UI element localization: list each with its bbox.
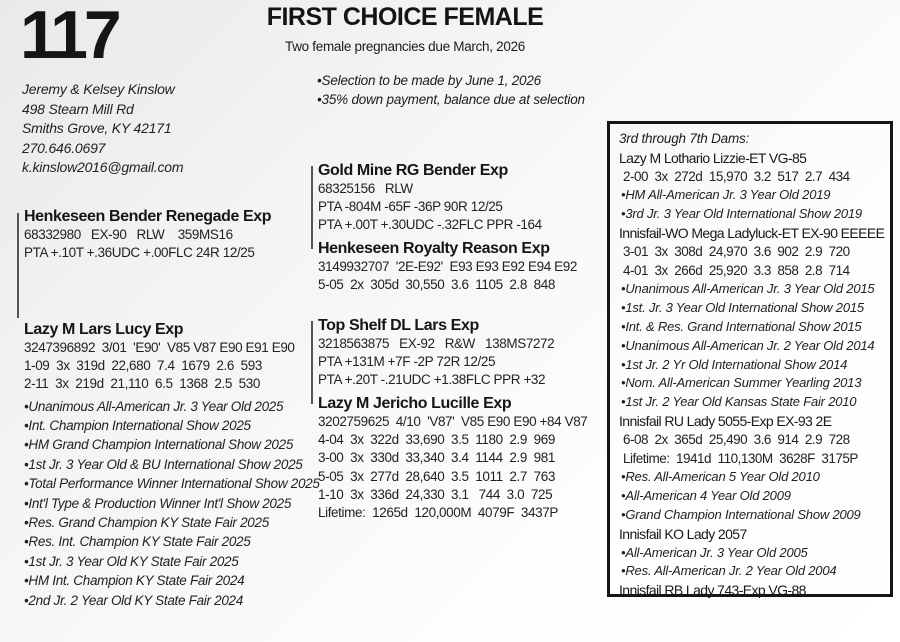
animal-name: Lazy M Lars Lucy Exp — [24, 321, 184, 338]
lifetime-record: Lifetime: 1265d 120,000M 4079F 3437P — [318, 505, 558, 521]
registration-line: 68332980 EX-90 RLW 359MS16 — [24, 227, 233, 242]
pedigree-block-sire — [24, 207, 271, 262]
award-item: •All-American 4 Year Old 2009 — [621, 488, 791, 504]
award-item: •Res. All-American Jr. 2 Year Old 2004 — [621, 563, 837, 579]
consignor-contact — [22, 80, 183, 178]
page-subtitle: Two female pregnancies due March, 2026 — [285, 39, 525, 54]
award-item: •Unanimous All-American Jr. 3 Year Old 2015 — [621, 281, 875, 297]
consignor-street: 498 Stearn Mill Rd — [22, 100, 134, 117]
sale-term: •35% down payment, balance due at selection — [317, 92, 585, 107]
production-record: 2-00 3x 272d 15,970 3.2 517 2.7 434 — [623, 168, 850, 184]
pedigree-block-dam — [24, 320, 320, 610]
award-item: •Unanimous All-American Jr. 2 Year Old 2014 — [621, 337, 875, 353]
production-record: 6-08 2x 365d 25,490 3.6 914 2.9 728 — [623, 431, 850, 447]
pta-line: PTA +.20T -.21UDC +1.38FLC PPR +32 — [318, 372, 546, 388]
pedigree-block — [318, 161, 542, 235]
production-record: 3-01 3x 308d 24,970 3.6 902 2.9 720 — [623, 243, 850, 259]
award-item: •1st Jr. 3 Year Old & BU International Show 2025 — [24, 456, 303, 472]
registration-line: 3202759625 4/10 'V87' V85 E90 E90 +84 V87 — [318, 414, 588, 429]
registration-line: 68325156 RLW — [318, 181, 413, 196]
award-item: •1st. Jr. 3 Year Old International Show 2015 — [621, 300, 864, 316]
lot-number: 117 — [20, 0, 118, 73]
pta-line: PTA +.00T +.30UDC -.32FLC PPR -164 — [318, 217, 542, 233]
pedigree-block — [318, 394, 587, 522]
animal-name: Gold Mine RG Bender Exp — [318, 162, 508, 179]
consignor-city: Smiths Grove, KY 42171 — [22, 120, 172, 136]
dam-name: Innisfail-WO Mega Ladyluck-ET EX-90 EEEEE — [619, 224, 885, 241]
award-item: •Int. & Res. Grand International Show 2015 — [621, 318, 862, 334]
award-item: •1st Jr. 2 Year Old Kansas State Fair 2010 — [621, 394, 857, 410]
page-title: FIRST CHOICE FEMALE — [266, 3, 544, 31]
dam-name: Innisfail KO Lady 2057 — [619, 525, 747, 542]
pedigree-bracket — [311, 166, 313, 249]
animal-name: Top Shelf DL Lars Exp — [318, 317, 479, 334]
production-record: 1-10 3x 336d 24,330 3.1 744 3.0 725 — [318, 486, 553, 502]
pta-line: PTA +.10T +.36UDC +.00FLC 24R 12/25 — [24, 245, 255, 261]
production-record: 3-00 3x 330d 33,340 3.4 1144 2.9 981 — [318, 450, 555, 466]
award-item: •HM Int. Champion KY State Fair 2024 — [24, 573, 245, 589]
production-record: 4-01 3x 266d 25,920 3.3 858 2.8 714 — [623, 262, 850, 278]
dams-box-heading: 3rd through 7th Dams: — [619, 131, 750, 146]
dam-name: Innisfail RB Lady 743-Exp VG-88 — [619, 582, 806, 599]
award-item: •HM Grand Champion International Show 2025 — [24, 437, 294, 453]
award-item: •3rd Jr. 3 Year Old International Show 2019 — [621, 206, 862, 222]
award-item: •Res. Grand Champion KY State Fair 2025 — [24, 515, 269, 531]
pedigree-bracket — [17, 213, 19, 318]
registration-line: 3218563875 EX-92 R&W 138MS7272 — [318, 336, 555, 351]
award-item: •HM All-American Jr. 3 Year Old 2019 — [621, 187, 831, 203]
registration-line: 3149932707 '2E-E92' E93 E93 E92 E94 E92 — [318, 259, 577, 274]
pta-line: PTA +131M +7F -2P 72R 12/25 — [318, 354, 496, 370]
award-item: •Int. Champion International Show 2025 — [24, 418, 251, 434]
animal-name: Henkeseen Royalty Reason Exp — [318, 240, 550, 257]
pta-line: PTA -804M -65F -36P 90R 12/25 — [318, 199, 503, 215]
dams-box — [607, 121, 893, 597]
consignor-phone: 270.646.0697 — [22, 139, 106, 156]
award-item: •Grand Champion International Show 2009 — [621, 506, 861, 522]
production-record: 4-04 3x 322d 33,690 3.5 1180 2.9 969 — [318, 432, 555, 448]
pedigree-block — [318, 239, 577, 294]
award-item: •1st Jr. 3 Year Old KY State Fair 2025 — [24, 553, 239, 569]
award-item: •Res. Int. Champion KY State Fair 2025 — [24, 534, 251, 550]
pedigree-block — [318, 316, 554, 390]
sale-terms — [317, 71, 585, 109]
award-item: •Nom. All-American Summer Yearling 2013 — [621, 375, 862, 391]
animal-name: Henkeseen Bender Renegade Exp — [24, 208, 272, 225]
award-list — [24, 397, 320, 610]
registration-line: 3247396892 3/01 'E90' V85 V87 E90 E91 E90 — [24, 340, 295, 355]
award-item: •Unanimous All-American Jr. 3 Year Old 2025 — [24, 398, 284, 414]
award-item: •Total Performance Winner International Show 2025 — [24, 476, 320, 492]
consignor-name: Jeremy & Kelsey Kinslow — [22, 81, 175, 97]
award-item: •1st Jr. 2 Yr Old International Show 2014 — [621, 356, 848, 372]
pedigree-bracket — [311, 321, 313, 404]
lifetime-record: Lifetime: 1941d 110,130M 3628F 3175P — [623, 450, 858, 466]
dam-name: Innisfail RU Lady 5055-Exp EX-93 2E — [619, 412, 832, 429]
award-item: •All-American Jr. 3 Year Old 2005 — [621, 544, 808, 560]
production-record: 5-05 2x 305d 30,550 3.6 1105 2.8 848 — [318, 277, 555, 293]
production-record: 2-11 3x 219d 21,110 6.5 1368 2.5 530 — [24, 376, 260, 392]
consignor-email: k.kinslow2016@gmail.com — [22, 159, 184, 175]
award-item: •2nd Jr. 2 Year Old KY State Fair 2024 — [24, 592, 243, 608]
sale-term: •Selection to be made by June 1, 2026 — [317, 73, 541, 88]
page-header — [240, 3, 570, 54]
animal-name: Lazy M Jericho Lucille Exp — [318, 395, 512, 412]
award-item: •Int'l Type & Production Winner Int'l Show 2025 — [24, 495, 292, 511]
production-record: 5-05 3x 277d 28,640 3.5 1011 2.7 763 — [318, 468, 555, 484]
dam-name: Lazy M Lothario Lizzie-ET VG-85 — [619, 149, 807, 166]
production-record: 1-09 3x 319d 22,680 7.4 1679 2.6 593 — [24, 358, 263, 374]
award-item: •Res. All-American 5 Year Old 2010 — [621, 469, 820, 485]
